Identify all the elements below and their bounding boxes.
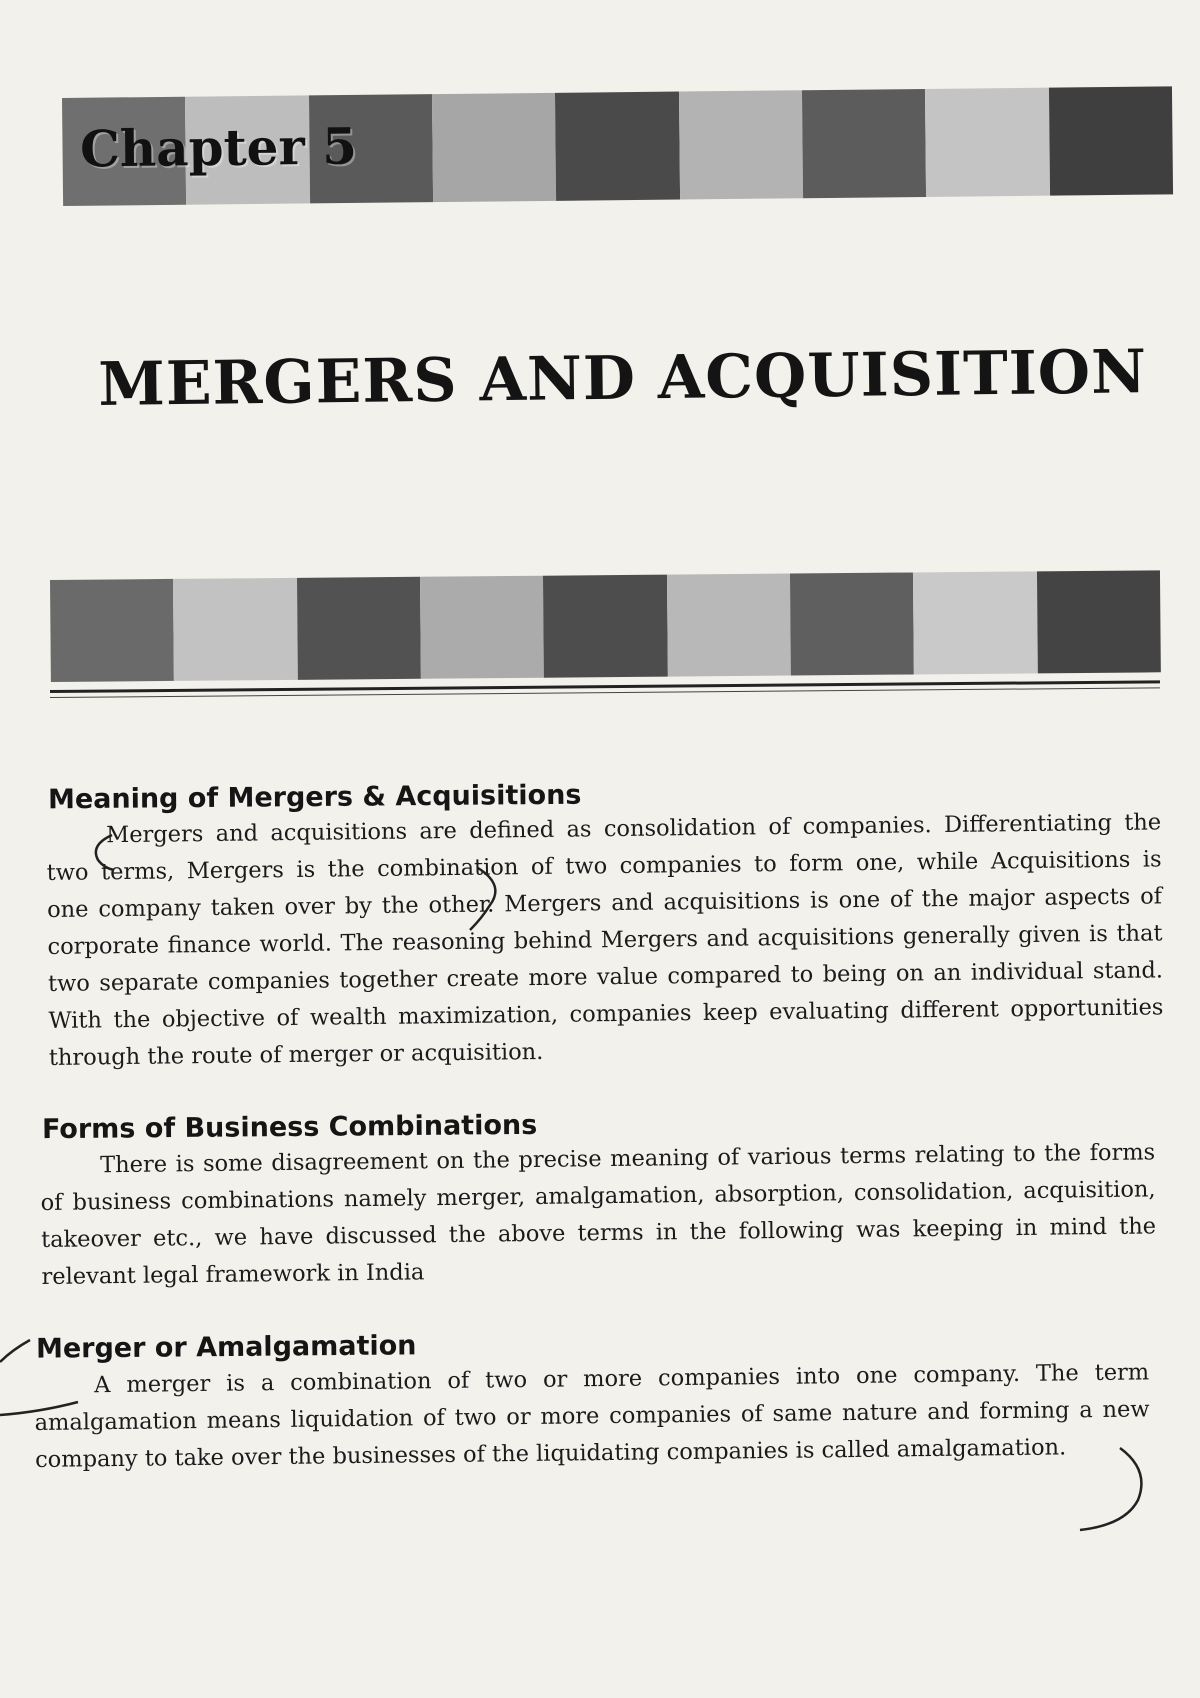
paragraph-line: one company taken over by the other. Mergers and acquisitions is one of the major aspects of xyxy=(46,883,1163,923)
band-tile xyxy=(297,577,421,680)
section-heading-merger: Merger or Amalgamation xyxy=(35,1330,417,1365)
paragraph-line: Mergers and acquisitions are defined as consolidation of companies. Differentiating the xyxy=(106,809,1162,849)
paragraph-line: two separate companies together create more value compared to being on an individual stand. xyxy=(47,957,1164,997)
band-tile xyxy=(925,88,1049,197)
chapter-label: Chapter 5 xyxy=(79,116,358,179)
paragraph-line: company to take over the businesses of the liquidating companies is called amalgamation. xyxy=(34,1434,1067,1473)
band-tile xyxy=(913,571,1037,674)
paragraph-line: two terms, Mergers is the combination of two companies to form one, while Acquisitions is xyxy=(46,846,1162,886)
band-tile xyxy=(543,575,667,678)
divider-band xyxy=(50,570,1161,682)
band-tile xyxy=(679,90,803,199)
band-tile xyxy=(802,89,926,198)
section-paragraph-forms xyxy=(40,1134,1157,1296)
band-tile xyxy=(1049,86,1173,195)
band-tile xyxy=(1037,570,1161,673)
band-tile xyxy=(790,572,914,675)
paragraph-line: A merger is a combination of two or more companies into one company. The term xyxy=(94,1359,1150,1399)
band-tile xyxy=(667,574,791,677)
section-paragraph-merger xyxy=(34,1354,1150,1479)
section-paragraph-meaning xyxy=(46,804,1164,1077)
paragraph-line: of business combinations namely merger, amalgamation, absorption, consolidation, acquisition, xyxy=(40,1176,1156,1216)
divider-rule xyxy=(50,680,1160,693)
paragraph-line: There is some disagreement on the precise meaning of various terms relating to the forms xyxy=(100,1139,1156,1179)
paragraph-line: With the objective of wealth maximization, companies keep evaluating different opportunities xyxy=(48,994,1164,1034)
page-title: MERGERS AND ACQUISITION xyxy=(98,337,1148,420)
paragraph-line: relevant legal framework in India xyxy=(41,1259,425,1290)
section-heading-meaning: Meaning of Mergers & Acquisitions xyxy=(47,779,582,816)
band-tile xyxy=(420,576,544,679)
pen-tick-mark xyxy=(0,1340,30,1362)
paragraph-line: through the route of merger or acquisition. xyxy=(48,1038,544,1071)
paragraph-line: takeover etc., we have discussed the above terms in the following was keeping in mind the xyxy=(40,1213,1157,1253)
band-tile xyxy=(173,578,297,681)
paragraph-line: amalgamation means liquidation of two or more companies of same nature and forming a new xyxy=(34,1396,1150,1436)
band-tile xyxy=(50,579,174,682)
band-tile xyxy=(432,93,556,202)
band-tile xyxy=(555,92,679,201)
paragraph-line: corporate finance world. The reasoning behind Mergers and acquisitions generally given is that xyxy=(47,920,1163,960)
section-heading-forms: Forms of Business Combinations xyxy=(41,1109,538,1146)
